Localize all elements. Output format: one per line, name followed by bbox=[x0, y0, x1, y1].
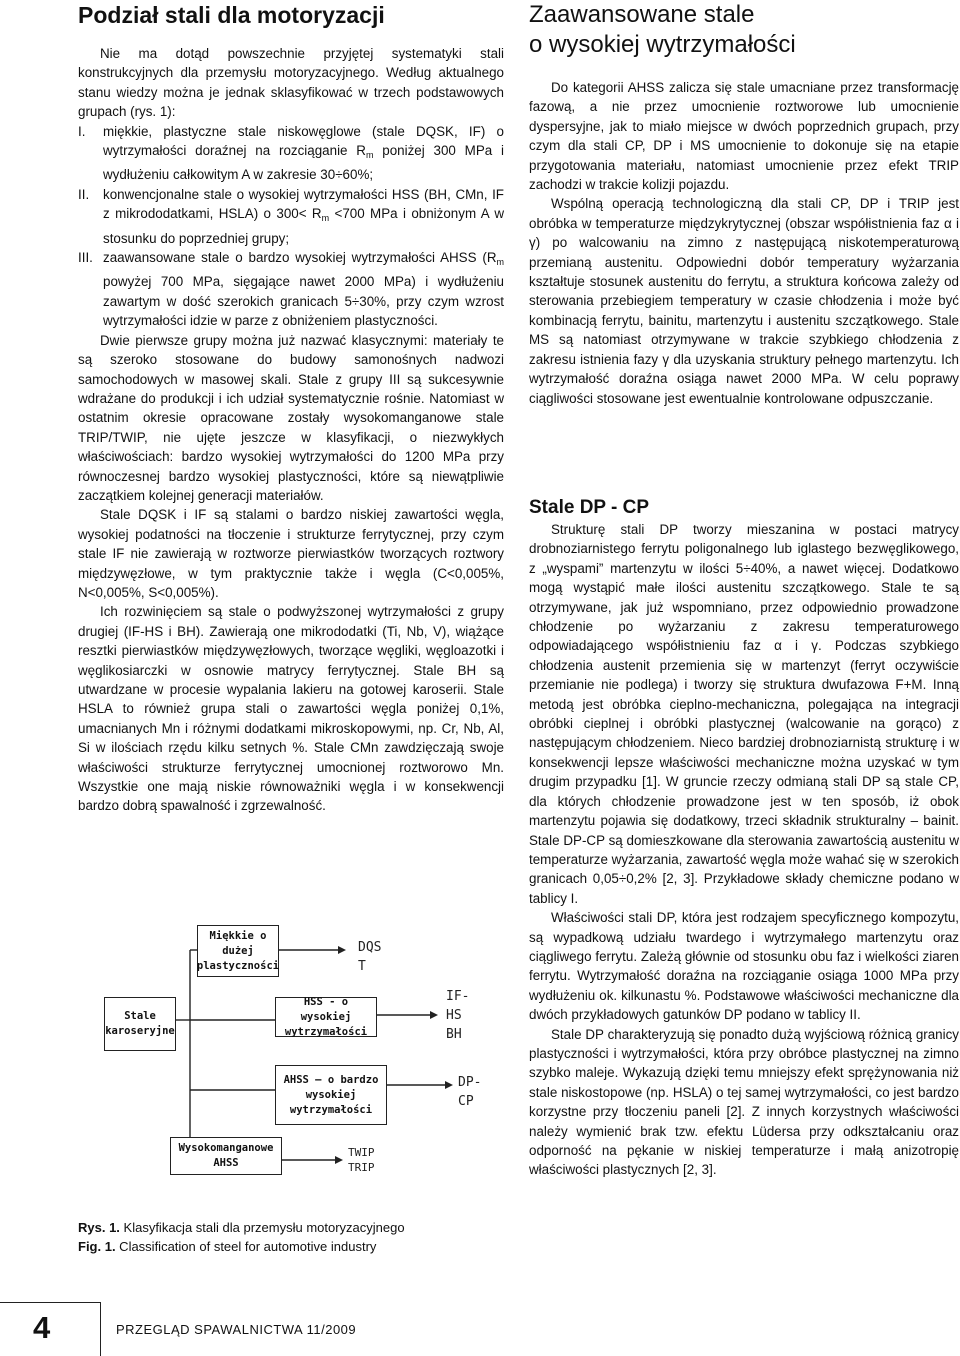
box-hss: HSS - o wysokiej wytrzymałości bbox=[275, 997, 377, 1037]
left-section-title: Podział stali dla motoryzacji bbox=[78, 2, 385, 28]
right-body-ahss bbox=[529, 78, 959, 408]
label-dp-cp: DP- CP bbox=[458, 1075, 482, 1109]
box-high-manganese: Wysokomanganowe AHSS bbox=[170, 1137, 282, 1175]
label-if-hs-bh: IF- HS BH bbox=[446, 989, 470, 1042]
paragraph: Dwie pierwsze grupy można już nazwać klasycznymi: materiały te są szeroko stosowane do budowy samonośnych nadwozi samochodowych w masowej skali. Stale z grupy III są sukcesywnie wdrażane do produkcji i ich udział systematycznie rośnie. Natomiast w ostatnim okresie opracowane zostały wysokomanganowe stale TRIP/TWIP, nie ujęte jeszcze w klasyfikacji, o niezwykłych właściwościach: bardzo wysokiej wytrzymałości do 1200 MPa przy równoczesnej bardzo wysokiej plastyczności, które są niewątpliwie zaczątkiem kolejnej generacji materiałów. bbox=[78, 332, 504, 503]
box-soft-steels: Miękkie o dużej plastyczności bbox=[197, 925, 279, 977]
box-body-steels: Stale karoseryjne bbox=[104, 997, 176, 1051]
caption-english: Fig. 1. Classification of steel for automotive industry bbox=[78, 1239, 377, 1254]
left-body bbox=[78, 44, 504, 816]
paragraph: Strukturę stali DP tworzy mieszanina w postaci matrycy drobnoziarnistego ferrytu poligonalnego lub iglastego bezwęglikowego, z „wyspami” martenzytu w ilości 5÷40%, a nawet więcej. Dodatkowo mogą wystąpić małe ilości austenitu szczątkowego. Stale te są otrzymywane, jak już wspomniano, przez odpowiednio prowadzone chłodzenie po wyżarzaniu z zakresu temperaturowego odpowiadającego współistnieniu faz α i γ. Podczas szybkiego chłodzenia austenit przemienia się w martenzyt (ferryt oczywiście przemianie nie podlega) i tworzy się struktura dwufazowa F+M. Inną metodą jest obróbka cieplno-mechaniczna, polegająca na integracji obróbki cieplnej i obróbki plastycznej (walcowanie na gorąco) z następującym chłodzeniem. Nieco bardziej drobnoziarnistą strukturę i w konsekwencji lepsze właściwości mechaniczne można uzyskać w tym drugim przypadku [1]. W gruncie rzeczy odmianą stali DP są stale CP, dla których chłodzenie prowadzone jest w ten sposób, iż obok martenzytu pojawia się dodatkowy, trzeci składnik strukturalny – bainit. Stale DP-CP są domieszkowane dla sterowania zawartością austenitu w temperaturze wyżarzania, zawartość węgla może wahać się w szerokich granicach 0,05÷0,2% [2, 3]. Przykładowe składy chemiczne podano w tablicy I. bbox=[529, 522, 959, 906]
list-item-1: I. miękkie, plastyczne stale niskowęglowe (stale DQSK, IF) o wytrzymałości doraźnej na rozciąganie $R_m$ poniżej 300 MPa i wydłużeniu całkowitym A w zakresie 30÷60%; bbox=[78, 123, 505, 183]
caption-polish: Rys. 1. Klasyfikacja stali dla przemysłu motoryzacyjnego bbox=[78, 1220, 405, 1235]
section-heading-dp-cp: Stale DP - CP bbox=[529, 497, 650, 518]
box-ahss: AHSS – o bardzo wysokiej wytrzymałości bbox=[275, 1065, 387, 1125]
paragraph: Do kategorii AHSS zalicza się stale umacniane przez transformację fazową, a nie przez umocnienie roztworowe lub umocnienie dyspersyjne, jak to miało miejsce w dwóch poprzednich grupach, przy czym dla stali CP, DP i MS umocnienie to dokonuje się na etapie przygotowania materiału, natomiast umocnienie przez efekt TRIP zachodzi w trakcie kolizji pojazdu. bbox=[529, 80, 959, 193]
page-number: 4 bbox=[33, 1310, 51, 1345]
label-dqsk: DQS T bbox=[358, 940, 382, 974]
paragraph: Stale DQSK i IF są stalami o bardzo niskiej zawartości węgla, wysokiej podatności na tłoczenie i strukturze ferrytycznej, przy czym stale IF nie zawierają w roztworze pierwiastków tworzących roztwory międzywęzłowe, w tym praktycznie także i węgla (C<0,005%, N<0,005%, S<0,005%). bbox=[78, 507, 504, 600]
figure-caption bbox=[78, 1218, 508, 1256]
footer-rule bbox=[0, 1302, 100, 1303]
right-section-title: Zaawansowane stale o wysokiej wytrzymałości bbox=[529, 1, 796, 58]
journal-name: PRZEGLĄD SPAWALNICTWA 11/2009 bbox=[116, 1322, 357, 1337]
intro-paragraph: Nie ma dotąd powszechnie przyjętej systematyki stali konstrukcyjnych dla przemysłu motoryzacyjnego. Według aktualnego stanu wiedzy można je jednak sklasyfikować w trzech podstawowych grupach (rys. 1): bbox=[78, 46, 504, 120]
paragraph: Stale DP charakteryzują się ponadto dużą wyjściową różnicą granicy plastyczności i wytrzymałości, która przy obróbce plastycznej na zimno szybko maleje. Wykazują dzięki temu mniejszy efekt sprężynowania niż stale niskostopowe (np. HSLA) o tej samej wytrzymałości, co jest bardzo korzystne przy tłoczeniu paneli [2]. Z innych korzystnych właściwości należy wymienić brak tzw. efektu Lüdersa przy odkształcaniu oraz odporność na pękanie w niskiej temperaturze i małą anizotropię właściwości plastycznych [2, 3]. bbox=[529, 1026, 959, 1178]
label-twip-trip: TWIP TRIP bbox=[348, 1146, 375, 1174]
footer-rule-vertical bbox=[100, 1302, 101, 1356]
classification-diagram bbox=[100, 905, 500, 1175]
paragraph: Wspólną operacją technologiczną dla stali CP, DP i TRIP jest obróbka w temperaturze międzykrytycznej (obszar współistnienia faz α i γ) po walcowaniu na zimno z następującą niskotemperaturową przemianą austenitu. Odpowiedni dobór temperatury wyżarzania kształtuje stosunek austenitu do ferrytu, a struktura końcowa zależy od sterowania przebiegiem temperatury w czasie chłodzenia i może być kombinacją ferrytu, bainitu, martenzytu i austenitu szczątkowego. Stale MS są natomiast otrzymywane w trakcie szybkiego chłodzenia z zakresu istnienia fazy γ dla uzyskania struktury pełnego martenzytu. Ich wytrzymałość doraźna osiąga nawet 2000 MPa. W celu poprawy ciągliwości stosowane jest ewentualnie kontrolowane odpuszczanie. bbox=[529, 196, 959, 406]
paragraph: Właściwości stali DP, która jest rodzajem specyficznego kompozytu, są wypadkową udziału twardego i wytrzymałego martenzytu oraz ciągliwego ferrytu. Zależą głównie od stosunku obu faz i wielkości ziaren ferrytu. Wytrzymałość doraźna na rozciąganie osiąga 1000 MPa przy wydłużeniu ok. kilkunastu %. Podstawowe właściwości mechaniczne dla dwóch przykładowych gatunków DP podano w tablicy II. bbox=[529, 910, 959, 1023]
list-item-3: III. zaawansowane stale o bardzo wysokiej wytrzymałości AHSS ($R_m$ powyżej 700 MPa, sięgające nawet 2000 MPa) i wydłużeniu zawartym w dość szerokich granicach 5÷30%, przy czym wzrost wytrzymałości idzie w parze z obniżeniem plastyczności. bbox=[78, 250, 504, 329]
list-item-2: II. konwencjonalne stale o wysokiej wytrzymałości HSS (BH, CMn, IF z mikrododatkami, HSLA) o $300< R_m <700$ MPa i obniżonym A w stosunku do poprzedniej grupy; bbox=[78, 186, 505, 246]
paragraph: Ich rozwinięciem są stale o podwyższonej wytrzymałości z grupy drugiej (IF-HS i BH). Zawierają one mikrododatki (Ti, Nb, V), wiążące resztki pierwiastków międzywęzłowych, tworzące węgliki, węgloazotki i węglikosiarczki w osnowie matrycy ferrytycznej. Stale BH są utwardzane w procesie wypalania lakieru na gotowej karoserii. Stale HSLA to również grupa stali o zawartości węgla poniżej 0,1%, umacnianych Mn i różnymi dodatkami mikroskopowymi, np. Cr, Nb, Al, Si w ilościach rzędu kilku setnych %. Stale CMn zawdzięczają swoje właściwości strukturze ferrytycznej umocnionej roztworowo Mn. Wszystkie one mają niskie równoważniki węgla i w konsekwencji bardzo dobrą spawalność i zgrzewalność. bbox=[78, 604, 504, 814]
right-body-dp-cp bbox=[529, 520, 959, 1180]
